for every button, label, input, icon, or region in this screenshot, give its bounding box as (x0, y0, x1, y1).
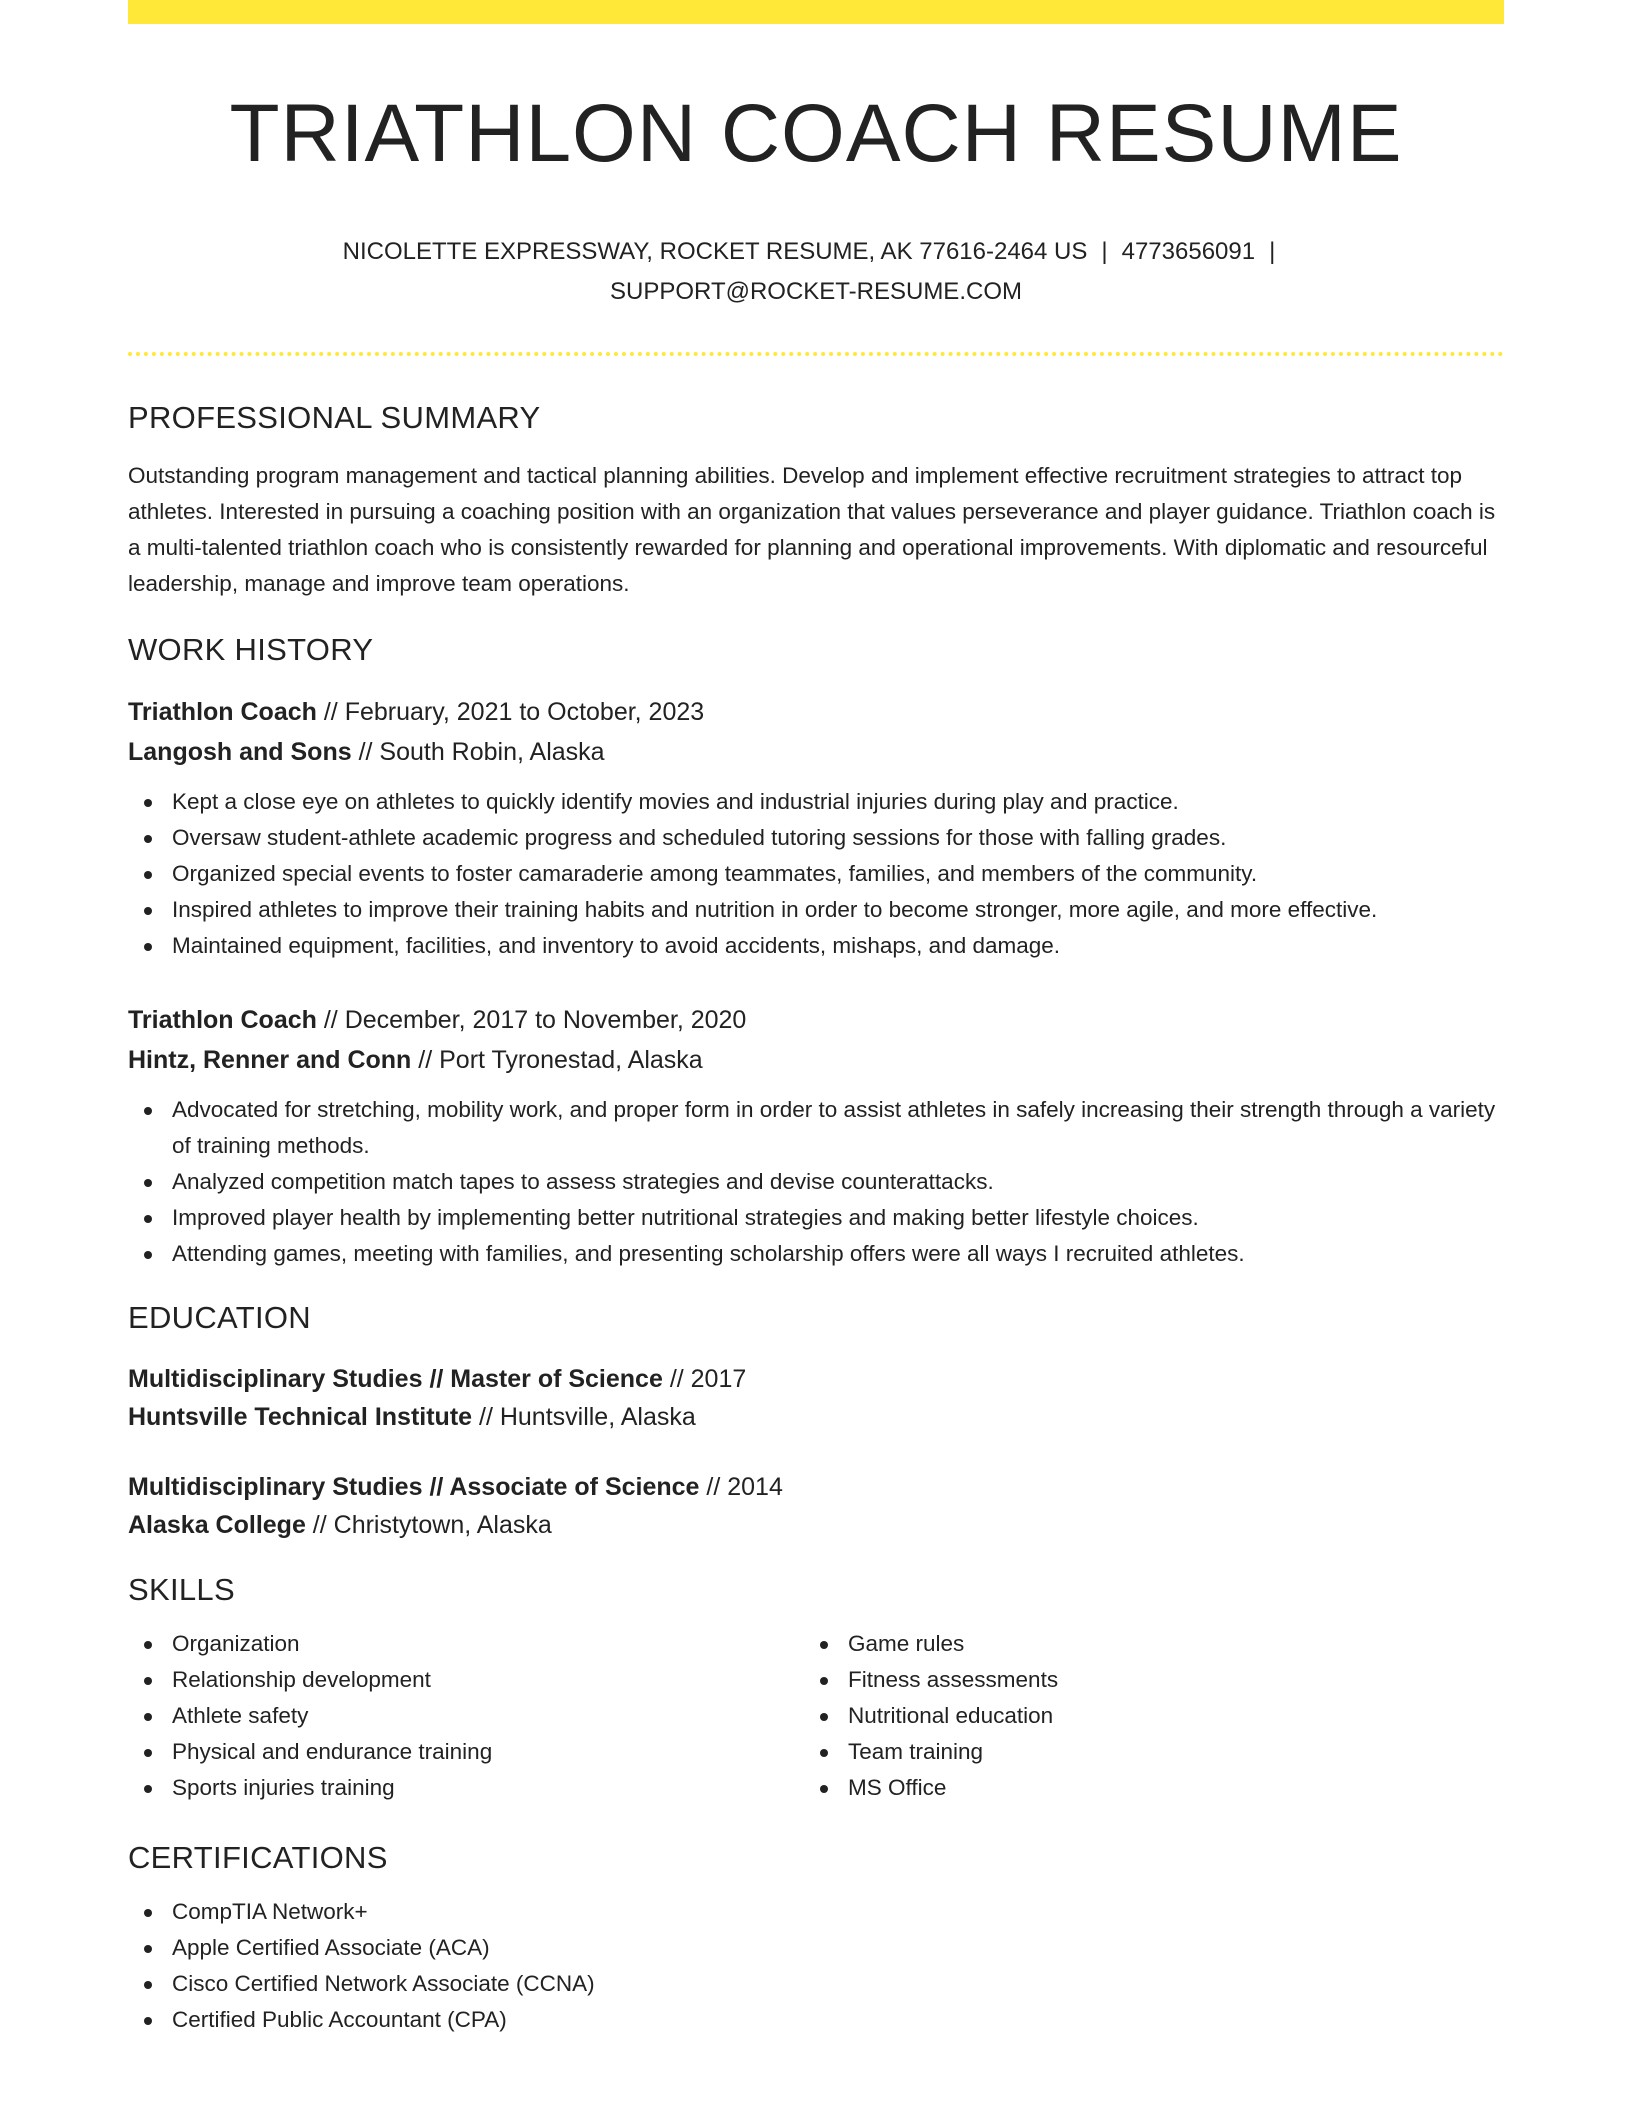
list-item (128, 1626, 804, 1662)
bullet-text: Kept a close eye on athletes to quickly identify movies and industrial injuries during play and practice. (172, 789, 1179, 814)
bullet-icon (144, 943, 152, 951)
list-item (128, 892, 1504, 928)
bullet-text: Attending games, meeting with families, and presenting scholarship offers were all ways I recruited athletes. (172, 1241, 1245, 1266)
bullet-text: Inspired athletes to improve their training habits and nutrition in order to become stronger, more agile, and more effective. (172, 897, 1378, 922)
job-dates: // December, 2017 to November, 2020 (316, 1006, 747, 1034)
job-location: // South Robin, Alaska (351, 738, 605, 766)
bullet-text: Analyzed competition match tapes to assess strategies and devise counterattacks. (172, 1169, 994, 1194)
bullet-icon (144, 1909, 152, 1917)
list-item (128, 1092, 1504, 1164)
dotted-divider (128, 352, 1504, 356)
education-degree-line (128, 1360, 1504, 1398)
resume-page (128, 0, 1504, 2038)
list-item (804, 1698, 1480, 1734)
bullet-icon (144, 1641, 152, 1649)
certification-text: Certified Public Accountant (CPA) (172, 2007, 507, 2032)
skill-text: Relationship development (172, 1667, 431, 1692)
list-item (128, 928, 1504, 964)
bullet-icon (144, 1107, 152, 1115)
bullet-text: Improved player health by implementing better nutritional strategies and making better lifestyle choices. (172, 1205, 1199, 1230)
job-bullets (128, 1092, 1504, 1272)
education-school-line (128, 1398, 1504, 1436)
list-item (128, 820, 1504, 856)
summary-heading: PROFESSIONAL SUMMARY (128, 400, 541, 435)
bullet-icon (144, 907, 152, 915)
list-item (128, 1894, 1504, 1930)
job-company-line (128, 1040, 1504, 1080)
skill-text: Fitness assessments (848, 1667, 1059, 1692)
education-school-line (128, 1506, 1504, 1544)
job-title: Triathlon Coach (128, 698, 317, 726)
summary-text: Outstanding program management and tactical planning abilities. Develop and implement effective recruitment strategies to attract top athletes. Interested in pursuing a coaching position with an organization that values perseverance and player guidance. Triathlon coach is a multi-talented triathlon coach who is consistently rewarded for planning and operational improvements. With diplomatic and resourceful leadership, manage and improve team operations. (128, 463, 1496, 596)
list-item (128, 856, 1504, 892)
job-entry (128, 1000, 1504, 1272)
bullet-icon (144, 1981, 152, 1989)
skill-text: Organization (172, 1631, 300, 1656)
bullet-text: Oversaw student-athlete academic progress and scheduled tutoring sessions for those with falling grades. (172, 825, 1227, 850)
education-heading: EDUCATION (128, 1300, 311, 1335)
contact-separator: | (1269, 238, 1276, 265)
bullet-icon (144, 1215, 152, 1223)
job-entry (128, 692, 1504, 964)
bullet-icon (144, 871, 152, 879)
bullet-icon (820, 1641, 828, 1649)
skill-text: Game rules (848, 1631, 965, 1656)
list-item (128, 1662, 804, 1698)
education-entry (128, 1468, 1504, 1544)
list-item (128, 1966, 1504, 2002)
job-company: Langosh and Sons (128, 738, 352, 766)
skill-text: Nutritional education (848, 1703, 1054, 1728)
list-item (128, 2002, 1504, 2038)
bullet-icon (820, 1713, 828, 1721)
bullet-text: Maintained equipment, facilities, and inventory to avoid accidents, mishaps, and damage. (172, 933, 1061, 958)
job-title: Triathlon Coach (128, 1006, 317, 1034)
bullet-icon (820, 1749, 828, 1757)
bullet-icon (144, 1785, 152, 1793)
skills-heading: SKILLS (128, 1572, 235, 1607)
skill-text: Sports injuries training (172, 1775, 395, 1800)
list-item (128, 1930, 1504, 1966)
contact-info (128, 232, 1504, 312)
skill-text: MS Office (848, 1775, 947, 1800)
education-degree: Multidisciplinary Studies // Master of Science (128, 1365, 663, 1393)
list-item (128, 1698, 804, 1734)
list-item (804, 1662, 1480, 1698)
certification-text: Cisco Certified Network Associate (CCNA) (172, 1971, 595, 1996)
certification-text: Apple Certified Associate (ACA) (172, 1935, 490, 1960)
list-item (128, 1236, 1504, 1272)
list-item (804, 1770, 1480, 1806)
bullet-icon (144, 1251, 152, 1259)
bullet-icon (144, 1749, 152, 1757)
list-item (128, 1770, 804, 1806)
top-accent-bar (128, 0, 1504, 24)
certification-text: CompTIA Network+ (172, 1899, 368, 1924)
bullet-icon (144, 1945, 152, 1953)
job-location: // Port Tyronestad, Alaska (411, 1046, 703, 1074)
skills-left-column (128, 1626, 804, 1806)
skill-text: Team training (848, 1739, 984, 1764)
address: NICOLETTE EXPRESSWAY, ROCKET RESUME, AK 77616-2464 US (342, 238, 1088, 265)
job-bullets (128, 784, 1504, 964)
education-year: // 2014 (699, 1473, 783, 1501)
education-entry (128, 1360, 1504, 1436)
phone: 4773656091 (1121, 238, 1256, 265)
education-degree-line (128, 1468, 1504, 1506)
job-title-line (128, 1000, 1504, 1040)
job-company: Hintz, Renner and Conn (128, 1046, 412, 1074)
job-title-line (128, 692, 1504, 732)
skill-text: Athlete safety (172, 1703, 309, 1728)
bullet-icon (144, 1179, 152, 1187)
bullet-icon (820, 1785, 828, 1793)
bullet-icon (144, 2017, 152, 2025)
bullet-icon (144, 1713, 152, 1721)
education-school: Huntsville Technical Institute (128, 1403, 473, 1431)
skills-grid (128, 1626, 1504, 1806)
skill-text: Physical and endurance training (172, 1739, 493, 1764)
bullet-icon (820, 1677, 828, 1685)
bullet-icon (144, 835, 152, 843)
education-year: // 2017 (662, 1365, 747, 1393)
education-location: // Huntsville, Alaska (472, 1403, 696, 1431)
bullet-icon (144, 799, 152, 807)
certifications-list (128, 1894, 1504, 2038)
email: SUPPORT@ROCKET-RESUME.COM (610, 278, 1022, 305)
skills-right-column (804, 1626, 1480, 1806)
work-history-heading: WORK HISTORY (128, 632, 374, 667)
education-location: // Christytown, Alaska (305, 1511, 552, 1539)
list-item (804, 1626, 1480, 1662)
resume-title: TRIATHLON COACH RESUME (229, 88, 1403, 179)
bullet-text: Organized special events to foster camaraderie among teammates, families, and members of the community. (172, 861, 1258, 886)
list-item (128, 1734, 804, 1770)
job-company-line (128, 732, 1504, 772)
list-item (128, 1164, 1504, 1200)
list-item (128, 784, 1504, 820)
education-degree: Multidisciplinary Studies // Associate of Science (128, 1473, 700, 1501)
contact-separator: | (1101, 238, 1108, 265)
bullet-icon (144, 1677, 152, 1685)
list-item (128, 1200, 1504, 1236)
education-school: Alaska College (128, 1511, 306, 1539)
job-dates: // February, 2021 to October, 2023 (316, 698, 705, 726)
list-item (804, 1734, 1480, 1770)
certifications-heading: CERTIFICATIONS (128, 1840, 388, 1875)
bullet-text: Advocated for stretching, mobility work, and proper form in order to assist athletes in safely increasing their strength through a variety of training methods. (172, 1097, 1496, 1158)
